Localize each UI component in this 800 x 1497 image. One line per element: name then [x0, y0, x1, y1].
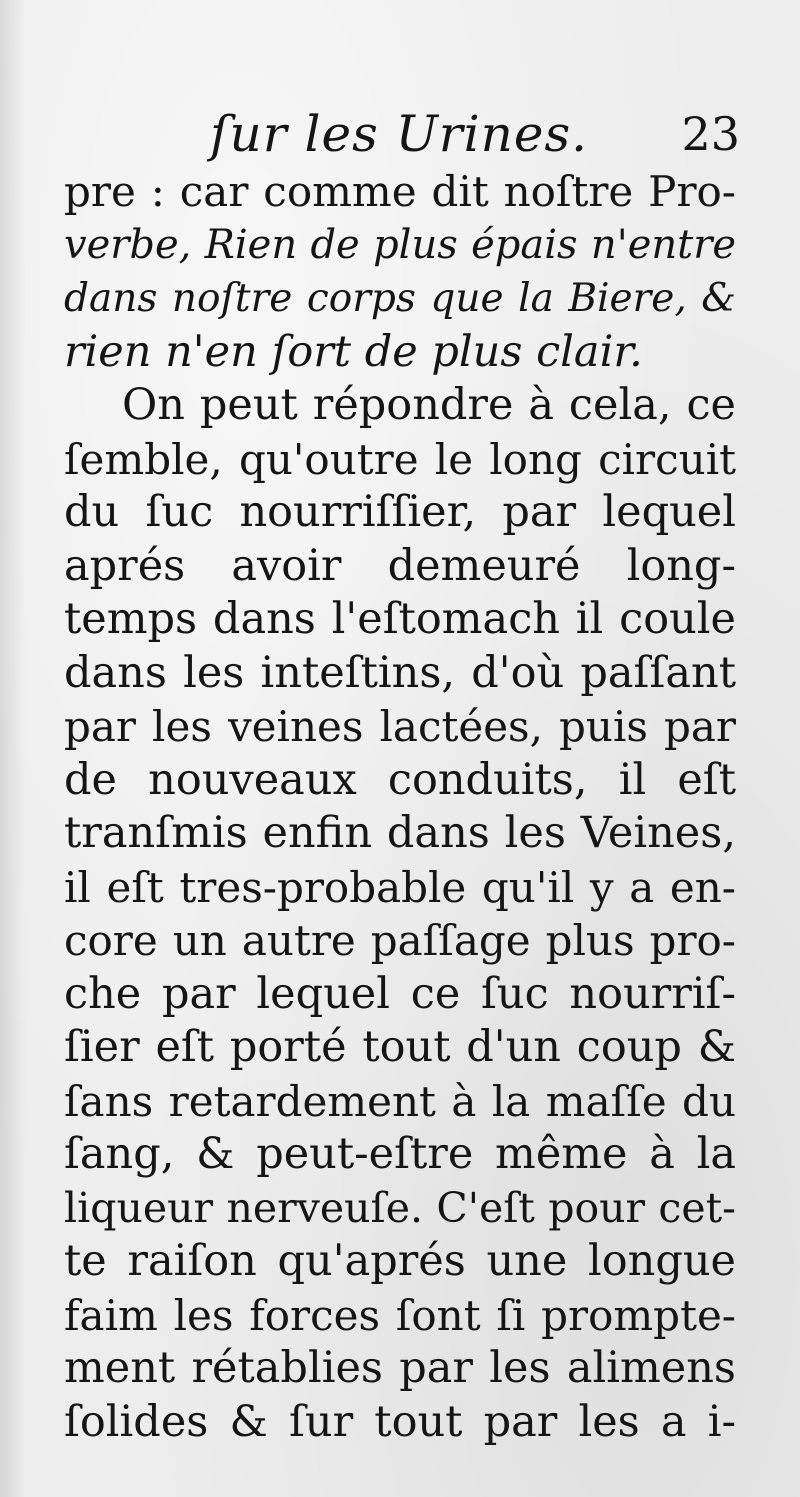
text-line: verbe, Rien de plus épais n'entre [64, 221, 736, 268]
text-line: ſemble, qu'outre le long circuit [64, 434, 736, 484]
text-line: faim les forces ſont ſi prompte- [64, 1290, 736, 1340]
text-line: core un autre paſſage plus pro- [64, 916, 736, 965]
text-line: ment rétablies par les alimens [64, 1343, 736, 1393]
text-line: ſans retardement à la maſſe du [64, 1076, 736, 1126]
text-line: liqueur nerveuſe. C'eſt pour cet- [64, 1183, 736, 1232]
text-line: par les veines lactées, puis par [64, 702, 736, 751]
text-line: ſolides & ſur tout par les a i- [64, 1396, 736, 1447]
text-line: temps dans l'eſtomach il coule [64, 594, 736, 644]
page-header [190, 104, 740, 164]
text-line: ſang, & peut-eſtre même à la [64, 1129, 736, 1179]
gutter-shadow [0, 0, 26, 1497]
text-line: aprés avoir demeuré long- [64, 540, 736, 591]
text-line: pre : car comme dit noſtre Pro- [64, 167, 736, 216]
text-line: On peut répondre à cela, ce [122, 380, 736, 430]
text-line: du ſuc nourriſſier, par lequel [64, 487, 736, 537]
text-line: tranſmis enfin dans les Veines, [64, 808, 736, 858]
text-line: te raiſon qu'aprés une longue [64, 1236, 736, 1286]
text-line: ſier eſt porté tout d'un coup & [64, 1022, 736, 1072]
text-line: dans noſtre corps que la Biere, & [64, 276, 736, 321]
running-title: ſur les Urines. [210, 105, 589, 163]
body-text [64, 165, 736, 1449]
text-line: che par lequel ce ſuc nourriſ- [64, 968, 736, 1019]
page-number: 23 [681, 107, 740, 161]
text-line: rien n'en ſort de plus clair. [64, 326, 643, 377]
text-line: dans les inteſtins, d'où paſſant [64, 647, 736, 698]
text-line: il eſt tres-probable qu'il y a en- [64, 862, 736, 912]
text-line: de nouveaux conduits, il eſt [64, 754, 736, 805]
